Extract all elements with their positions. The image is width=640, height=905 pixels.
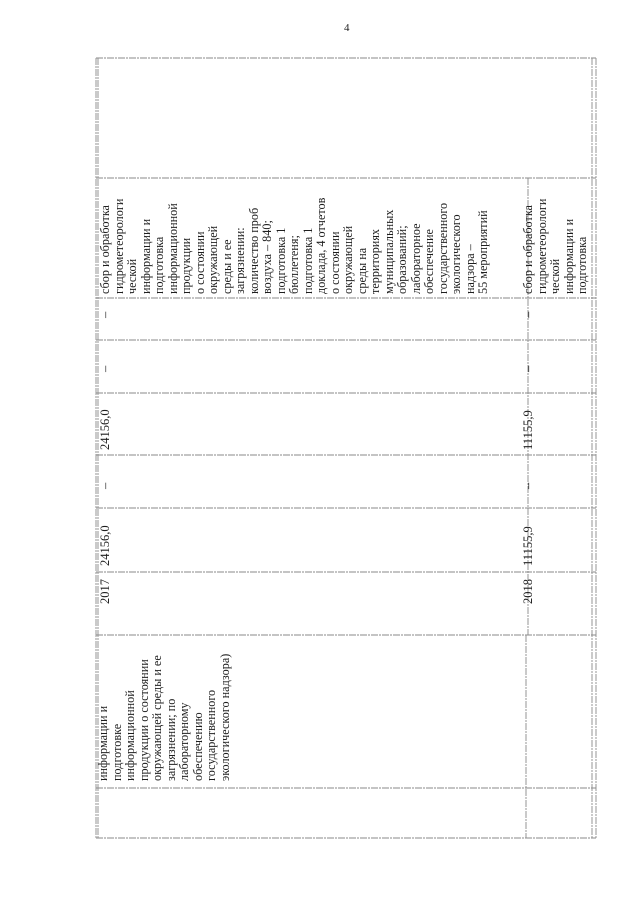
federal-2017: – (98, 482, 112, 489)
result-2018: сбор и обработка гидрометеорологи ческой информации и подготовка (521, 198, 589, 294)
year-2018: 2018 (521, 579, 535, 604)
regional-2018: 11155,9 (521, 410, 535, 450)
other-2017: – (98, 311, 112, 318)
local-2017: – (98, 365, 112, 372)
other-2018: – (521, 311, 535, 318)
year-2017: 2017 (98, 579, 112, 604)
page-number: 4 (344, 22, 350, 34)
task-description-cell: информации и подготовке информационной продукции о состоянии окружающей среды и ее загрязнении; по лабораторному обеспечению государственного экологического надзора) (96, 653, 232, 781)
regional-2017: 24156,0 (98, 409, 112, 450)
local-2018: – (521, 365, 535, 372)
total-2017: 24156,0 (98, 525, 112, 566)
total-2018: 11155,9 (521, 526, 535, 566)
federal-2018: – (521, 482, 535, 489)
result-2017: сбор и обработка гидрометеорологи ческой информации и подготовка информационной продукции о состоянии окружающей среды и ее загрязнении: количество проб воздуха – 840; подготовка 1 бюллетеня; подготовка 1 доклада, 4 отчетов о состоянии окружающей среды на территориях муниципальных образований; лабораторное обеспечение государственного экологического надзора – 55 мероприятий (98, 197, 490, 294)
